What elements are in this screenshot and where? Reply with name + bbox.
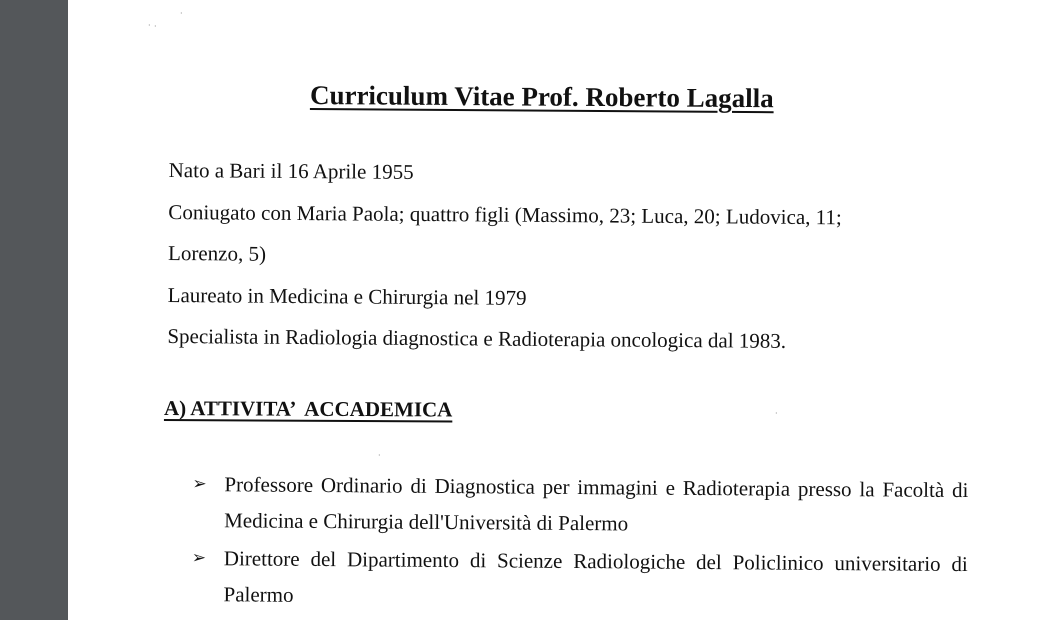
list-item-text: Direttore del Dipartimento di Scienze Radiologiche del Policlinico universitario di Palermo (223, 546, 968, 607)
arrow-right-icon: ➢ (192, 474, 207, 495)
info-line: Nato a Bari il 16 Aprile 1955 (168, 158, 414, 184)
list-item (192, 466, 969, 544)
info-line: Lorenzo, 5) (167, 241, 267, 266)
scan-speck: · (148, 21, 151, 30)
info-line: Laureato in Medicina e Chirurgia nel 1979 (167, 282, 527, 310)
scan-speck: · (180, 9, 183, 18)
scan-speck: · (378, 451, 381, 460)
info-line: Coniugato con Maria Paola; quattro figli (Massimo, 23; Luca, 20; Ludovica, 11; (168, 199, 842, 229)
scan-speck: · (775, 409, 778, 418)
viewer-gutter (0, 0, 69, 620)
personal-info (167, 155, 989, 369)
academic-activity-list (191, 466, 968, 618)
document-page (68, 0, 1062, 620)
scan-speck: · (154, 22, 157, 31)
list-item-text: Professore Ordinario di Diagnostica per immagini e Radioterapia presso la Facoltà di Medicina e Chirurgia dell'Università di Palermo (224, 472, 969, 536)
section-heading-academic: A) ATTIVITA’ ACCADEMICA (163, 396, 453, 422)
info-line: Specialista in Radiologia diagnostica e Radioterapia oncologica dal 1983. (167, 323, 787, 353)
arrow-right-icon: ➢ (191, 547, 207, 569)
list-item (191, 540, 968, 618)
document-title: Curriculum Vitae Prof. Roberto Lagalla (309, 80, 774, 114)
